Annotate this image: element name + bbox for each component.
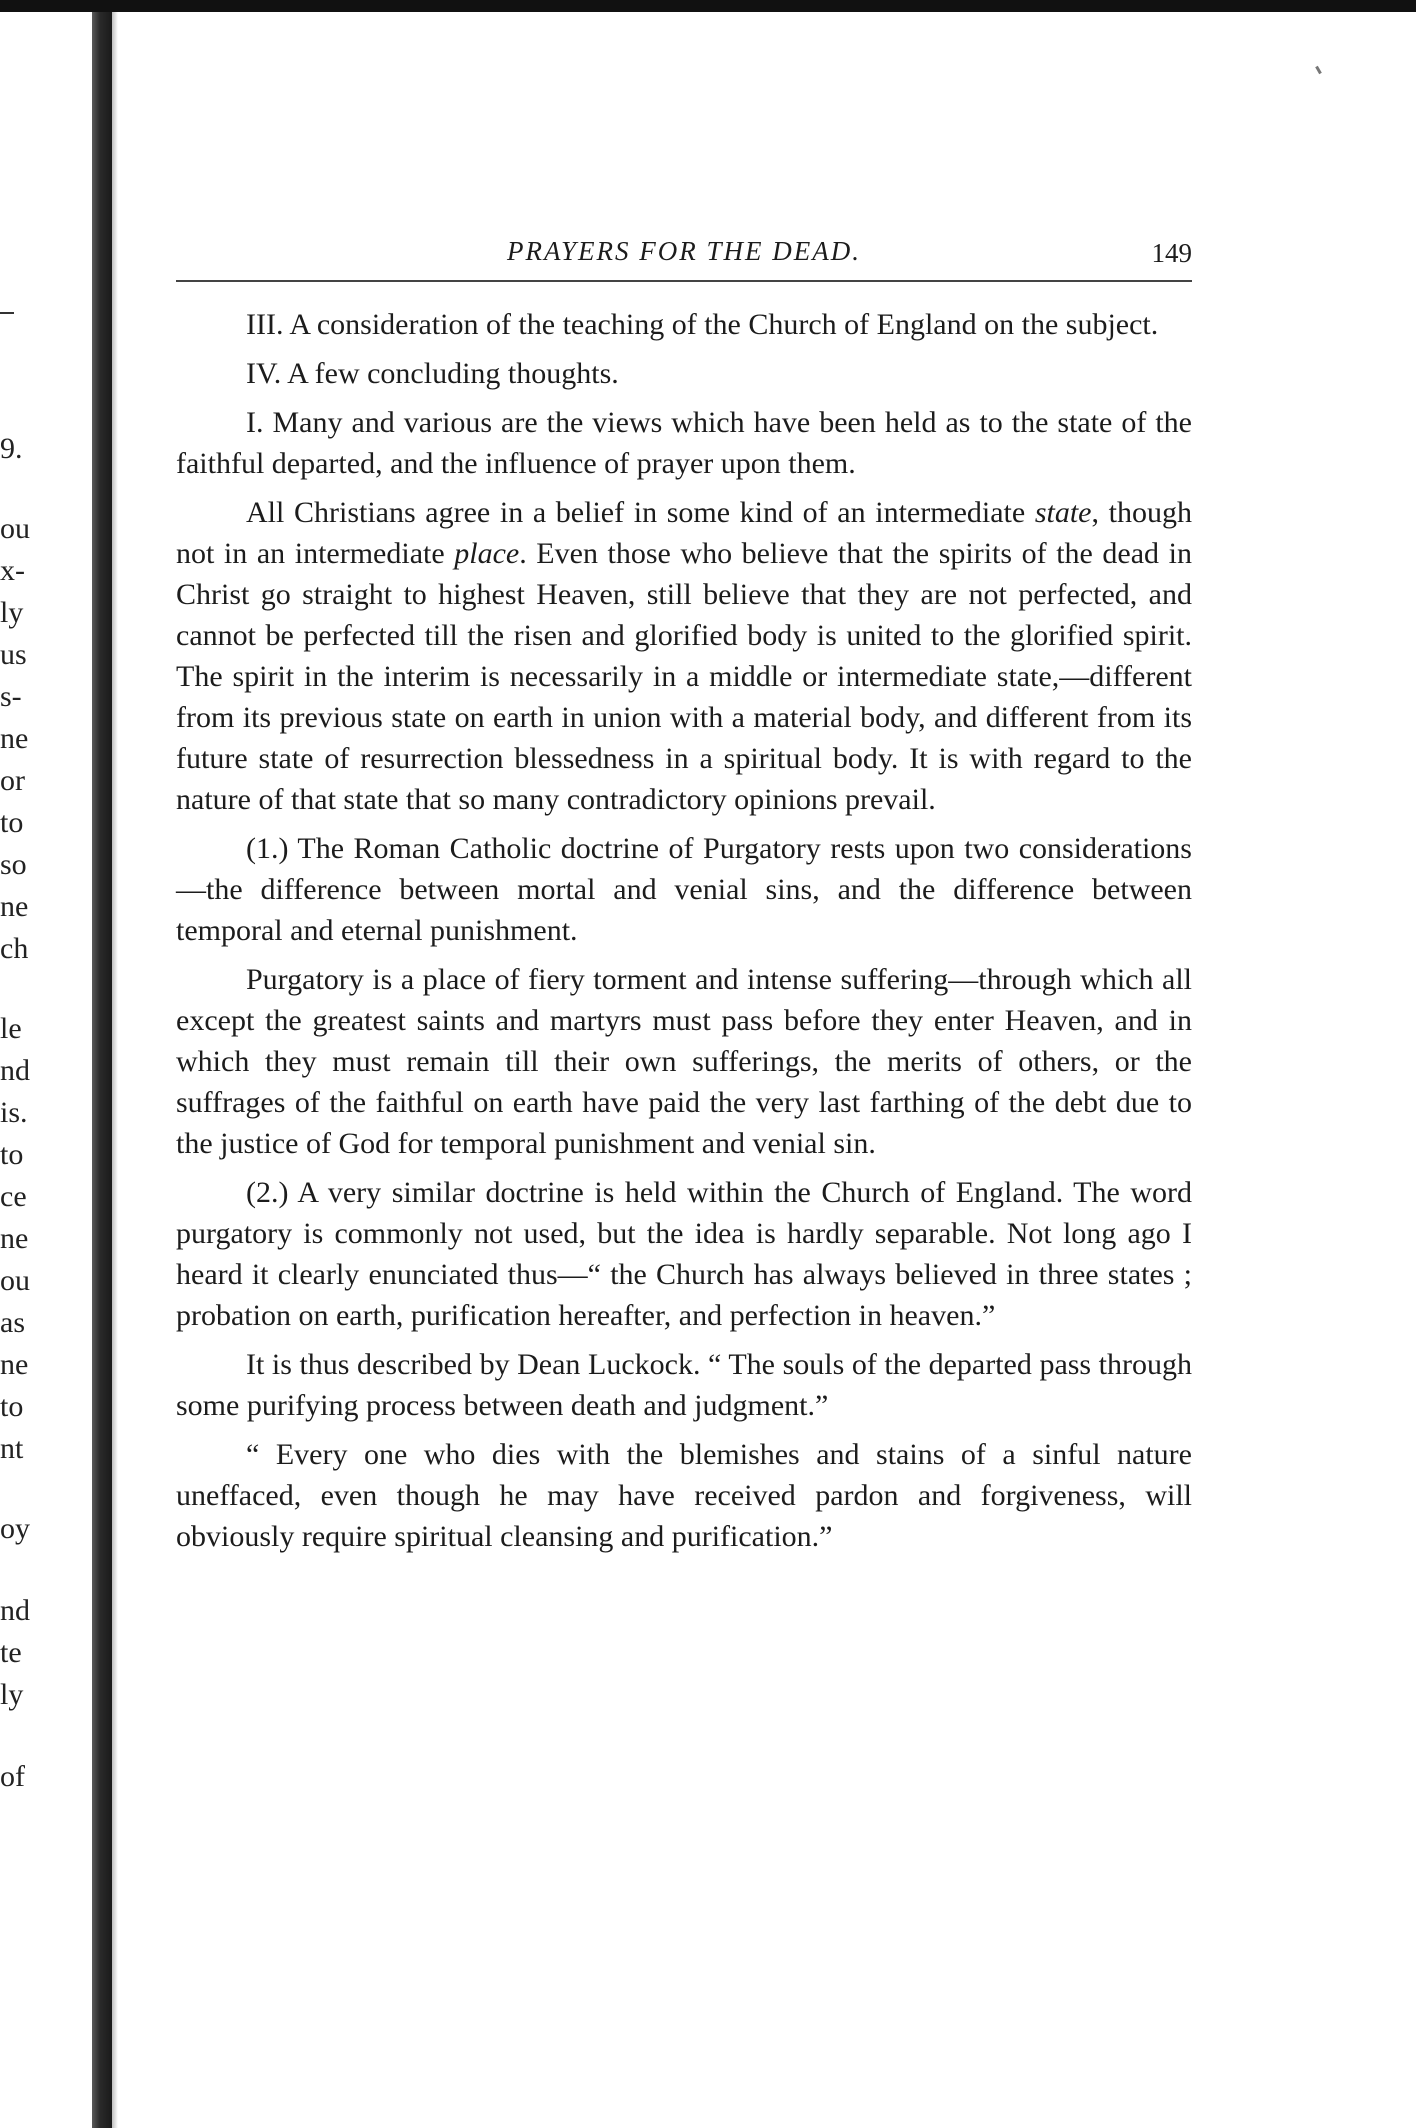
facing-page-text-fragments bbox=[0, 0, 90, 2128]
facing-page-fragment: as bbox=[0, 1306, 25, 1339]
running-title: PRAYERS FOR THE DEAD. bbox=[507, 236, 861, 266]
paragraph: “ Every one who dies with the blemishes and stains of a sinful nature uneffaced, even though he may have received pardon and forgiveness, will obviously require spiritual cleansing and purification.” bbox=[176, 1438, 1192, 1553]
scan-speck bbox=[1315, 66, 1322, 74]
paragraph: IV. A few concluding thoughts. bbox=[246, 357, 619, 390]
emphasis-text: place bbox=[454, 537, 520, 570]
facing-page-fragment: so bbox=[0, 848, 27, 881]
facing-page-fragment: ne bbox=[0, 1348, 29, 1381]
header-rule bbox=[176, 280, 1192, 282]
facing-page-fragment: to bbox=[0, 1390, 24, 1423]
facing-page-fragment: ou bbox=[0, 512, 30, 545]
facing-page-fragment: nd bbox=[0, 1054, 30, 1087]
facing-page-fragment: ne bbox=[0, 1222, 29, 1255]
facing-page-fragment: nt bbox=[0, 1432, 24, 1465]
facing-page-fragment: ne bbox=[0, 722, 29, 755]
paragraph-text: , though not in an intermediate bbox=[176, 496, 1192, 570]
facing-page-fragment: of bbox=[0, 1760, 25, 1793]
book-page bbox=[176, 230, 1192, 1565]
facing-page-fragment: is. bbox=[0, 1096, 28, 1129]
facing-page-fragment: le bbox=[0, 1012, 22, 1045]
facing-page-fragment: ce bbox=[0, 1180, 27, 1213]
scan-top-edge bbox=[0, 0, 1416, 12]
facing-page-fragment: ou bbox=[0, 1264, 30, 1297]
facing-page-fragment: to bbox=[0, 806, 24, 839]
paragraph: (2.) A very similar doctrine is held within the Church of England. The word purgatory is commonly not used, but the idea is hardly separable. Not long ago I heard it clearly enunciated thus—“ the Church has always believed in three states ; probation on earth, purification hereafter, and perfection in heaven.” bbox=[176, 1176, 1192, 1332]
facing-page-fragment: us bbox=[0, 638, 27, 671]
page-number: 149 bbox=[1151, 238, 1192, 268]
paragraph: Purgatory is a place of fiery torment and intense suffering—through which all except the greatest saints and martyrs must pass before they enter Heaven, and in which they must remain till their own sufferings, the merits of others, or the suffrages of the faithful on earth have paid the very last farthing of the debt due to the justice of God for temporal punishment and venial sin. bbox=[176, 963, 1192, 1160]
facing-page-fragment: x- bbox=[0, 554, 25, 587]
facing-page-fragment: or bbox=[0, 764, 25, 797]
paragraph: III. A consideration of the teaching of the Church of England on the subject. bbox=[246, 308, 1159, 341]
facing-page-rule bbox=[0, 312, 14, 314]
facing-page-fragment: oy bbox=[0, 1512, 30, 1545]
facing-page-fragment: ly bbox=[0, 1678, 24, 1711]
facing-page-fragment: ne bbox=[0, 890, 29, 923]
facing-page-fragment: ch bbox=[0, 932, 29, 965]
paragraph: (1.) The Roman Catholic doctrine of Purgatory rests upon two considerations—the difference between mortal and venial sins, and the difference between temporal and eternal punishment. bbox=[176, 832, 1192, 947]
paragraph bbox=[176, 492, 1192, 820]
facing-page-fragment: 9. bbox=[0, 432, 23, 465]
facing-page-fragment: s- bbox=[0, 680, 22, 713]
gutter-shadow bbox=[112, 12, 118, 2128]
facing-page-fragment: te bbox=[0, 1636, 22, 1669]
paragraph: I. Many and various are the views which have been held as to the state of the faithful departed, and the influence of prayer upon them. bbox=[176, 406, 1192, 480]
facing-page-fragment: to bbox=[0, 1138, 24, 1171]
emphasis-text: state bbox=[1034, 496, 1092, 529]
paragraph-text: . Even those who believe that the spirits of the dead in Christ go straight to highest Heaven, still believe that they are not perfected, and cannot be perfected till the risen and glorified body is united to the glorified spirit. The spirit in the interim is necessarily in a middle or intermediate state,—different from its previous state on earth in union with a material body, and different from its future state of resurrection blessedness in a spiritual body. It is with regard to the nature of that state that so many contradictory opinions prevail. bbox=[176, 537, 1192, 816]
running-head bbox=[176, 230, 1192, 280]
paragraph-text: All Christians agree in a belief in some kind of an intermediate bbox=[246, 496, 1035, 529]
paragraph: It is thus described by Dean Luckock. “ The souls of the departed pass through some purifying process between death and judgment.” bbox=[176, 1348, 1192, 1422]
facing-page-fragment: ly bbox=[0, 596, 24, 629]
facing-page-fragment: nd bbox=[0, 1594, 30, 1627]
book-gutter bbox=[92, 12, 112, 2128]
